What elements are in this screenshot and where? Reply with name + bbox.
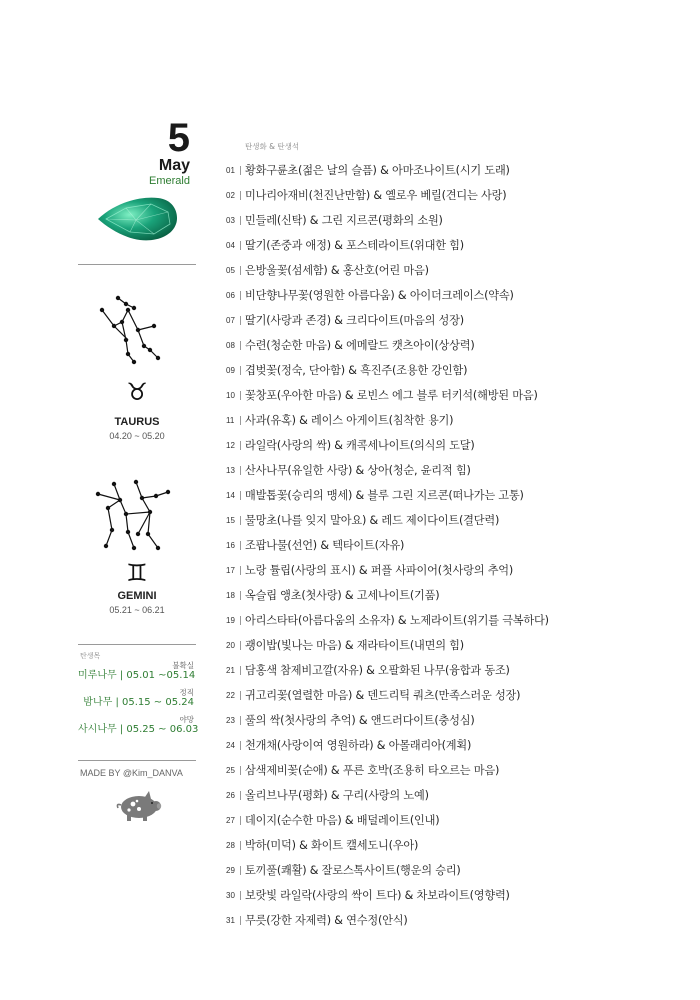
taurus-dates: 04.20 ~ 05.20 [109,431,165,441]
row-separator [240,441,241,450]
day-number: 05 [226,265,235,275]
day-number: 15 [226,515,235,525]
flower-and-stone-text: 보랏빛 라일락(사랑의 싹이 트다) & 차보라이트(영향력) [245,889,510,902]
day-number: 13 [226,465,235,475]
day-number: 24 [226,740,235,750]
day-number: 18 [226,590,235,600]
flower-and-stone-text: 아리스타타(아름다움의 소유자) & 노제라이트(위기를 극복하다) [245,614,549,627]
flower-and-stone-text: 꽃창포(우아한 마음) & 로빈스 에그 블루 터키석(해방된 마음) [245,389,538,402]
divider [78,264,196,265]
flower-and-stone-text: 수련(청순한 마음) & 에메랄드 캣츠아이(상상력) [245,339,475,352]
day-number: 21 [226,665,235,675]
day-number: 31 [226,915,235,925]
day-row [226,560,513,580]
taurus-symbol: ♉ [126,378,148,406]
row-separator [240,216,241,225]
flower-and-stone-text: 겹벚꽃(정숙, 단아함) & 흑진주(조용한 강인함) [245,364,468,377]
day-number: 09 [226,365,235,375]
day-number: 26 [226,790,235,800]
flower-and-stone-text: 라일락(사랑의 싹) & 캐콕세나이트(의식의 도달) [245,439,475,452]
tree-meaning: 야망 [179,715,194,724]
day-row [226,760,499,780]
day-row [226,510,499,530]
day-number: 12 [226,440,235,450]
row-separator [240,366,241,375]
birth-tree-item [78,689,194,709]
tree-meaning: 정직 [179,688,194,697]
day-number: 10 [226,390,235,400]
day-row [226,710,475,730]
day-row [226,410,453,430]
flower-and-stone-text: 비단향나무꽃(영원한 아름다움) & 아이더크레이스(약속) [245,289,514,302]
day-number: 04 [226,240,235,250]
day-row [226,485,524,505]
day-number: 06 [226,290,235,300]
day-row [226,610,549,630]
day-row [226,835,418,855]
flower-and-stone-text: 조팝나물(선언) & 텍타이트(자유) [245,539,405,552]
day-row [226,160,510,180]
row-separator [240,791,241,800]
day-number: 25 [226,765,235,775]
credit-text: MADE BY @Kim_DANVA [80,768,183,778]
row-separator [240,491,241,500]
day-number: 22 [226,690,235,700]
row-separator [240,666,241,675]
pig-icon [115,790,163,822]
flower-and-stone-text: 매발톱꽃(승리의 맹세) & 블루 그린 지르콘(떠나가는 고통) [245,489,524,502]
day-number: 03 [226,215,235,225]
day-row [226,660,510,680]
row-separator [240,591,241,600]
taurus-name: TAURUS [114,416,160,428]
day-row [226,210,443,230]
gemini-dates: 05.21 ~ 06.21 [109,605,165,615]
row-separator [240,766,241,775]
day-row [226,335,475,355]
day-number: 20 [226,640,235,650]
flower-and-stone-text: 미나리아재비(천진난만함) & 옐로우 베릴(견디는 사랑) [245,189,507,202]
day-row [226,535,404,555]
flower-and-stone-text: 괭이밥(빛나는 마음) & 재라타이트(내면의 힘) [245,639,464,652]
flower-and-stone-text: 노랑 튤립(사랑의 표시) & 퍼플 사파이어(첫사랑의 추억) [245,564,514,577]
flower-and-stone-text: 딸기(사랑과 존경) & 크리다이트(마음의 성장) [245,314,464,327]
flower-and-stone-text: 천개채(사랑이여 영원하라) & 아몰래리아(계획) [245,739,472,752]
tree-name-dates: 미루나무 | 05.01 ~05.14 [78,670,196,682]
day-number: 14 [226,490,235,500]
gemini-name: GEMINI [117,590,157,602]
row-separator [240,291,241,300]
day-number: 02 [226,190,235,200]
row-separator [240,716,241,725]
gemini-constellation-icon [78,472,196,554]
row-separator [240,541,241,550]
row-separator [240,916,241,925]
birth-tree-header: 탄생목 [80,652,101,660]
row-separator [240,841,241,850]
row-separator [240,691,241,700]
row-separator [240,516,241,525]
day-number: 23 [226,715,235,725]
tree-name-dates: 밤나무 | 05.15 ~ 05.24 [83,697,194,709]
tree-name-dates: 사시나무 | 05.25 ~ 06.03 [78,724,199,736]
day-number: 16 [226,540,235,550]
flower-and-stone-text: 은방울꽃(섬세함) & 홍산호(어린 마음) [245,264,429,277]
emerald-gem-icon [96,194,180,244]
flower-and-stone-text: 데이지(순수한 마음) & 배덜레이트(인내) [245,814,440,827]
day-row [226,785,429,805]
flower-and-stone-text: 담홍색 참제비고깔(자유) & 오팔화된 나무(융합과 동조) [245,664,510,677]
day-number: 29 [226,865,235,875]
row-separator [240,466,241,475]
day-row [226,810,439,830]
day-row [226,685,520,705]
day-number: 07 [226,315,235,325]
row-separator [240,341,241,350]
day-number: 27 [226,815,235,825]
flower-and-stone-text: 박하(미덕) & 화이트 캘세도니(우아) [245,839,419,852]
day-row [226,385,538,405]
row-separator [240,741,241,750]
day-row [226,435,475,455]
row-separator [240,816,241,825]
day-row [226,585,439,605]
day-row [226,735,471,755]
day-number: 17 [226,565,235,575]
flower-and-stone-text: 귀고리꽃(열렬한 마음) & 덴드리틱 쿼츠(만족스러운 성장) [245,689,521,702]
row-separator [240,566,241,575]
birth-tree-item [78,715,199,736]
day-number: 19 [226,615,235,625]
flower-and-stone-text: 물망초(나를 잊지 말아요) & 레드 제이다이트(결단력) [245,514,500,527]
day-row [226,310,464,330]
row-separator [240,166,241,175]
flower-and-stone-text: 토끼풀(쾌활) & 잘로스톡사이트(행운의 승리) [245,864,461,877]
row-separator [240,191,241,200]
flower-and-stone-text: 황화구륜초(젊은 날의 슬픔) & 아마조나이트(시기 도래) [245,164,510,177]
tree-meaning: 불확실 [172,661,194,670]
day-number: 30 [226,890,235,900]
flower-and-stone-text: 무릇(강한 자제력) & 연수정(안식) [245,914,408,927]
day-number: 01 [226,165,235,175]
flower-and-stone-text: 옥슬립 앵초(첫사랑) & 고세나이트(기품) [245,589,440,602]
flower-and-stone-text: 올리브나무(평화) & 구리(사랑의 노예) [245,789,429,802]
row-separator [240,416,241,425]
row-separator [240,266,241,275]
flower-and-stone-text: 민들레(신탁) & 그린 지르콘(평화의 소원) [245,214,443,227]
day-number: 08 [226,340,235,350]
row-separator [240,641,241,650]
day-row [226,910,408,930]
flower-and-stone-text: 삼색제비꽃(순애) & 푸른 호박(조용히 타오르는 마음) [245,764,500,777]
day-row [226,260,429,280]
day-row [226,185,506,205]
taurus-constellation-icon [78,290,196,370]
day-row [226,360,467,380]
row-separator [240,241,241,250]
day-row [226,460,471,480]
flower-and-stone-text: 사과(유혹) & 레이스 아게이트(침착한 용기) [245,414,454,427]
day-row [226,285,514,305]
flower-and-stone-text: 딸기(존중과 애정) & 포스테라이트(위대한 힘) [245,239,464,252]
month-number: 5 [167,116,190,160]
row-separator [240,866,241,875]
day-row [226,235,464,255]
day-row [226,885,510,905]
divider [78,760,196,761]
birthstone-name: Emerald [149,175,190,187]
day-number: 28 [226,840,235,850]
row-separator [240,891,241,900]
birth-tree-item [78,662,194,682]
day-row [226,860,461,880]
month-name: May [158,157,190,174]
day-row [226,635,464,655]
row-separator [240,391,241,400]
gemini-symbol: ♊ [126,559,148,587]
row-separator [240,316,241,325]
list-title: 탄생화 & 탄생석 [245,142,300,151]
row-separator [240,616,241,625]
flower-and-stone-text: 산사나무(유일한 사랑) & 상아(청순, 윤리적 힘) [245,464,471,477]
flower-and-stone-text: 풀의 싹(첫사랑의 추억) & 앤드러다이트(충성심) [245,714,475,727]
divider [78,644,196,645]
day-number: 11 [226,415,235,425]
